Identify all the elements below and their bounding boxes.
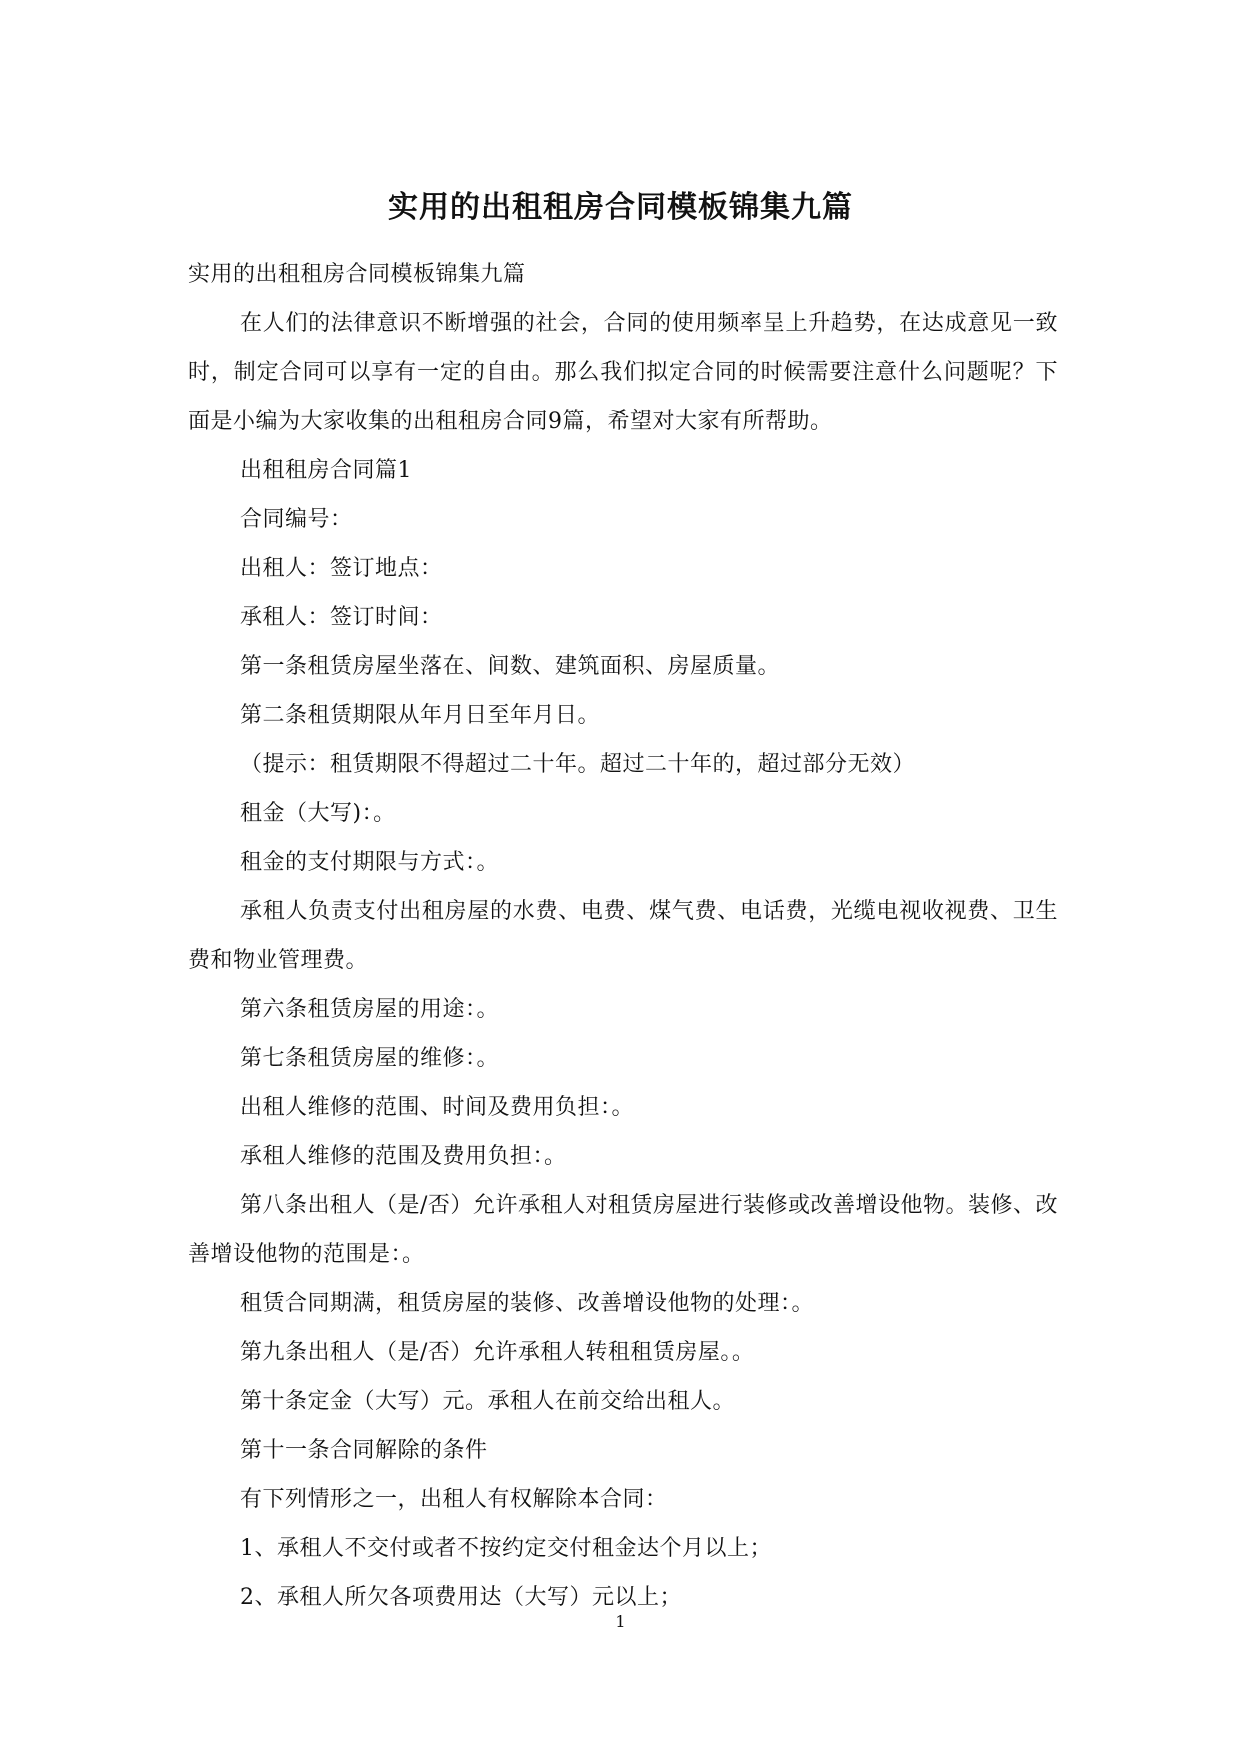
article-9: 第九条出租人（是/否）允许承租人转租租赁房屋。。 bbox=[240, 1340, 755, 1365]
document-title: 实用的出租租房合同模板锦集九篇 bbox=[388, 190, 853, 225]
intro-paragraph: 在人们的法律意识不断增强的社会，合同的使用频率呈上升趋势，在达成意见一致时，制定合同可以享有一定的自由。那么我们拟定合同的时候需要注意什么问题呢？下面是小编为大家收集的出租租房合同9篇，希望对大家有所帮助。 bbox=[188, 311, 1058, 434]
lessee-line: 承租人：签订时间： bbox=[240, 605, 443, 630]
utility-fees: 承租人负责支付出租房屋的水费、电费、煤气费、电话费，光缆电视收视费、卫生费和物业管理费。 bbox=[188, 899, 1058, 973]
article-10: 第十条定金（大写）元。承租人在前交给出租人。 bbox=[240, 1389, 736, 1414]
article-2: 第二条租赁期限从年月日至年月日。 bbox=[240, 703, 601, 728]
page-number: 1 bbox=[615, 1612, 626, 1631]
article-6: 第六条租赁房屋的用途：。 bbox=[240, 997, 500, 1022]
rent-amount: 租金（大写)：。 bbox=[240, 801, 396, 826]
intro-title-line: 实用的出租租房合同模板锦集九篇 bbox=[188, 262, 526, 287]
article-8: 第八条出租人（是/否）允许承租人对租赁房屋进行装修或改善增设他物。装修、改善增设他物的范围是：。 bbox=[188, 1193, 1058, 1267]
termination-intro: 有下列情形之一，出租人有权解除本合同： bbox=[240, 1487, 668, 1512]
rent-payment: 租金的支付期限与方式：。 bbox=[240, 850, 500, 875]
contract-heading: 出租租房合同篇1 bbox=[240, 458, 412, 483]
decoration-handling: 租赁合同期满，租赁房屋的装修、改善增设他物的处理：。 bbox=[240, 1291, 815, 1316]
termination-item-1: 1、承租人不交付或者不按约定交付租金达个月以上； bbox=[240, 1536, 772, 1561]
lessor-line: 出租人：签订地点： bbox=[240, 556, 443, 581]
article-11: 第十一条合同解除的条件 bbox=[240, 1438, 488, 1463]
article-1: 第一条租赁房屋坐落在、间数、建筑面积、房屋质量。 bbox=[240, 654, 781, 679]
termination-item-2: 2、承租人所欠各项费用达（大写）元以上； bbox=[240, 1585, 682, 1610]
document-body bbox=[188, 250, 1058, 1622]
lessee-maintenance: 承租人维修的范围及费用负担：。 bbox=[240, 1144, 567, 1169]
term-note: （提示：租赁期限不得超过二十年。超过二十年的，超过部分无效） bbox=[240, 752, 916, 777]
contract-number-line: 合同编号： bbox=[240, 507, 353, 532]
article-7: 第七条租赁房屋的维修：。 bbox=[240, 1046, 500, 1071]
lessor-maintenance: 出租人维修的范围、时间及费用负担：。 bbox=[240, 1095, 635, 1120]
